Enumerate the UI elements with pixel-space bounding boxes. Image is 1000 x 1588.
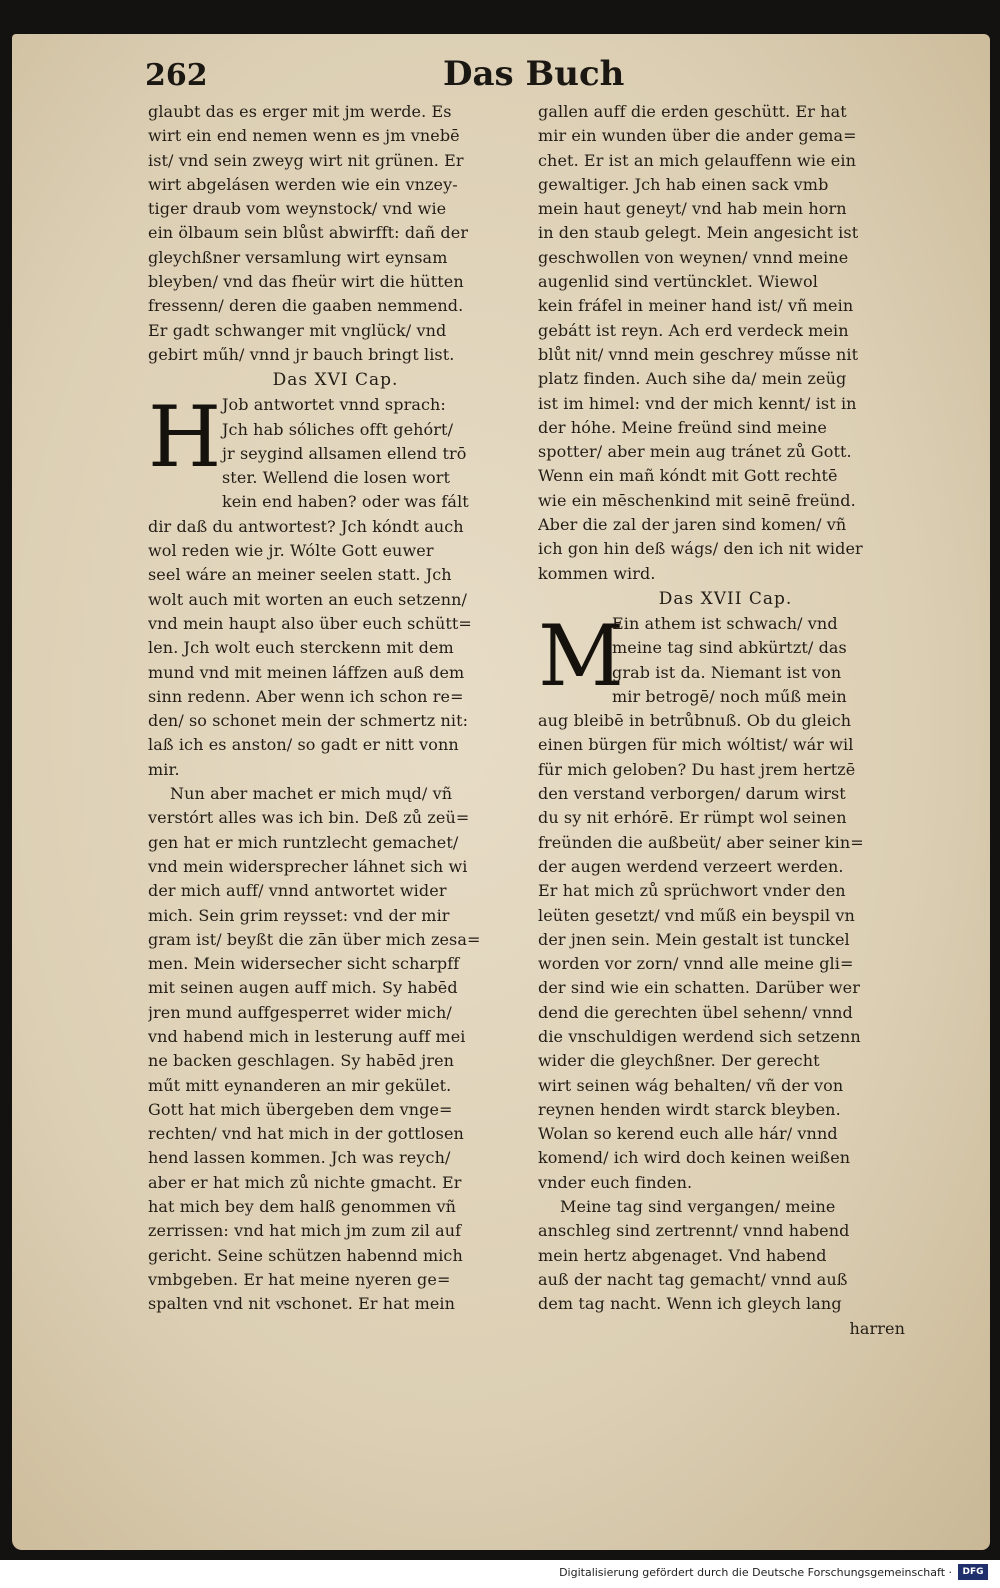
text-line: hend lassen kommen. Jch was reych/ [148,1148,451,1168]
text-line: grab ist da. Niemant ist von [612,662,842,682]
text-line: du sy nit erhórē. Er rümpt wol seinen [538,808,847,828]
text-line: wirt abgelásen werden wie ein vnzey- [148,174,458,194]
text-line: chet. Er ist an mich gelauffenn wie ein [538,150,857,170]
text-line: mein haut geneyt/ vnd hab mein horn [538,199,847,219]
text-line: len. Jch wolt euch sterckenn mit dem [148,638,454,658]
catchword: harren [849,1318,905,1338]
text-line: Ein athem ist schwach/ vnd [612,613,838,633]
page-number: 262 [145,58,208,93]
text-line: wider die gleychßner. Der gerecht [538,1051,820,1071]
text-line: dir daß du antwortest? Jch kóndt auch [148,516,464,536]
text-line: jr seygind allsamen ellend trō [222,443,467,463]
text-line: gebátt ist reyn. Ach erd verdeck mein [538,320,849,340]
funding-credit: Digitalisierung gefördert durch die Deutsche Forschungsgemeinschaft · [559,1566,952,1579]
text-line: den verstand verborgen/ darum wirst [538,784,846,804]
text-line: verstórt alles was ich bin. Deß zů zeü= [148,808,470,828]
text-line: ein ölbaum sein blůst abwirfft: dañ der [148,223,469,243]
text-line: ist/ vnd sein zweyg wirt nit grünen. Er [148,150,464,170]
digitization-footer [0,1560,1000,1588]
text-line: vnd habend mich in lesterung auff mei [148,1026,466,1046]
text-line: bleyben/ vnd das fheür wirt die hütten [148,272,464,292]
text-line: mein hertz abgenaget. Vnd habend [538,1245,827,1265]
text-line: der augen werdend verzeert werden. [538,856,844,876]
text-line: glaubt das es erger mit jm werde. Es [148,102,452,121]
text-line: komend/ ich wird doch keinen weißen [538,1148,851,1168]
drop-initial: M [538,606,625,705]
text-line: meine tag sind abkürtzt/ das [612,638,847,658]
text-line: rechten/ vnd hat mich in der gottlosen [148,1124,464,1144]
text-line: wirt ein end nemen wenn es jm vnebē [148,126,460,146]
text-line: Er gadt schwanger mit vnglück/ vnd [148,320,447,340]
text-line: mir. [148,759,180,779]
text-line: vnd mein haupt also über euch schütt= [148,613,472,633]
text-line: gebirt műh/ vnnd jr bauch bringt list. [148,344,455,364]
text-line: dem tag nacht. Wenn ich gleych lang [538,1294,842,1314]
text-line: blůt nit/ vnnd mein geschrey műsse nit [538,344,859,364]
text-line: gericht. Seine schützen habennd mich [148,1245,463,1265]
text-line: seel wáre an meiner seelen statt. Jch [148,565,452,585]
text-line: mich. Sein grim reysset: vnd der mir [148,905,450,925]
text-line: zerrissen: vnd hat mich jm zum zil auf [148,1221,462,1241]
text-line: geschwollen von weynen/ vnnd meine [538,247,849,267]
text-line: Wolan so kerend euch alle hár/ vnnd [538,1124,838,1144]
chapter-heading-xvii: Das XVII Cap. [658,588,793,609]
text-line: gen hat er mich runtzlecht gemachet/ [148,832,459,852]
text-line: gram ist/ beyßt die zān über mich zesa= [148,929,481,949]
paragraph-start: Meine tag sind vergangen/ meine [560,1197,836,1217]
text-line: Jch hab sóliches offt gehórt/ [222,419,454,439]
text-line: gewaltiger. Jch hab einen sack vmb [538,174,829,194]
text-line: einen bürgen für mich wóltist/ wár wil [538,735,854,755]
text-line: vnder euch finden. [538,1172,693,1192]
text-line: jren mund auffgesperret wider mich/ [148,1002,452,1022]
text-line: der sind wie ein schatten. Darüber wer [538,978,860,998]
chapter-heading-xvi: Das XVI Cap. [272,370,399,391]
text-line: spotter/ aber mein aug tránet zů Gott. [538,442,852,462]
text-line: mund vnd mit meinen láffzen auß dem [148,662,465,682]
text-line: spalten vnd nit vͤschonet. Er hat mein [148,1294,456,1314]
text-line: die vnschuldigen werdend sich setzenn [538,1026,861,1046]
text-line: reynen henden wirdt starck bleyben. [538,1099,841,1119]
text-line: freünden die außbeüt/ aber seiner kin= [538,832,864,852]
text-line: gleychßner versamlung wirt eynsam [148,247,448,267]
text-line: auß der nacht tag gemacht/ vnnd auß [538,1269,848,1289]
initial-block [538,606,913,709]
right-column [538,100,913,1341]
text-line: wol reden wie jr. Wólte Gott euwer [148,541,434,561]
text-line: mit seinen augen auff mich. Sy habēd [148,978,458,998]
text-line: laß ich es anston/ so gadt er nitt vonn [148,735,459,755]
text-line: ne backen geschlagen. Sy habēd jren [148,1051,455,1071]
text-line: wirt seinen wág behalten/ vñ der von [538,1075,844,1095]
text-line: tiger draub vom weynstock/ vnd wie [148,199,447,219]
text-line: vnd mein widersprecher láhnet sich wi [148,856,468,876]
text-line: mir ein wunden über die ander gema= [538,126,857,146]
running-title: Das Buch [443,54,625,94]
text-line: leüten gesetzt/ vnd műß ein beyspil vn [538,905,855,925]
text-line: kommen wird. [538,563,656,583]
text-line: Gott hat mich übergeben dem vnge= [148,1099,453,1119]
text-line: dend die gerechten übel sehenn/ vnnd [538,1002,853,1022]
page-header [145,54,905,94]
text-line: fressenn/ deren die gaaben nemmend. [148,296,464,316]
drop-initial: H [148,388,222,487]
text-line: platz finden. Auch sihe da/ mein zeüg [538,369,847,389]
text-line: kein end haben? oder was fált [222,492,469,512]
text-line: der jnen sein. Mein gestalt ist tunckel [538,929,850,949]
text-line: ich gon hin deß wágs/ den ich nit wider [538,539,863,559]
text-line: Wenn ein mañ kóndt mit Gott rechtē [538,466,838,486]
text-line: worden vor zorn/ vnnd alle meine gli= [538,954,854,974]
text-line: aber er hat mich zů nichte gmacht. Er [148,1172,462,1192]
paragraph-start: Nun aber machet er mich mųd/ vñ [170,784,453,804]
dfg-logo: DFG [958,1564,988,1580]
text-line: aug bleibē in betrůbnuß. Ob du gleich [538,711,852,731]
text-line: wie ein mēschenkind mit seinē freünd. [538,490,856,510]
text-line: für mich geloben? Du hast jrem hertzē [538,759,856,779]
text-line: den/ so schonet mein der schmertz nit: [148,711,469,731]
text-line: augenlid sind vertüncklet. Wiewol [538,272,818,292]
text-line: mir betrogē/ noch műß mein [612,686,847,706]
text-line: gallen auff die erden geschütt. Er hat [538,102,847,121]
text-line: in den staub gelegt. Mein angesicht ist [538,223,859,243]
text-line: hat mich bey dem halß genommen vñ [148,1197,457,1217]
text-line: Job antwortet vnnd sprach: [222,395,446,415]
initial-block [148,388,523,514]
text-line: der hóhe. Meine freünd sind meine [538,417,827,437]
left-column [148,100,523,1317]
text-line: wolt auch mit worten an euch setzenn/ [148,589,467,609]
text-line: Er hat mich zů sprüchwort vnder den [538,881,846,901]
text-line: vmbgeben. Er hat meine nyeren ge= [148,1269,451,1289]
text-line: sinn redenn. Aber wenn ich schon re= [148,686,464,706]
text-line: ster. Wellend die losen wort [222,468,451,488]
text-line: der mich auff/ vnnd antwortet wider [148,881,447,901]
text-line: műt mitt eynanderen an mir gekület. [148,1075,452,1095]
text-line: Aber die zal der jaren sind komen/ vñ [538,515,847,535]
text-line: kein fráfel in meiner hand ist/ vñ mein [538,296,854,316]
text-line: anschleg sind zertrennt/ vnnd habend [538,1221,850,1241]
text-line: men. Mein widersecher sicht scharpff [148,954,460,974]
text-line: ist im himel: vnd der mich kennt/ ist in [538,393,857,413]
